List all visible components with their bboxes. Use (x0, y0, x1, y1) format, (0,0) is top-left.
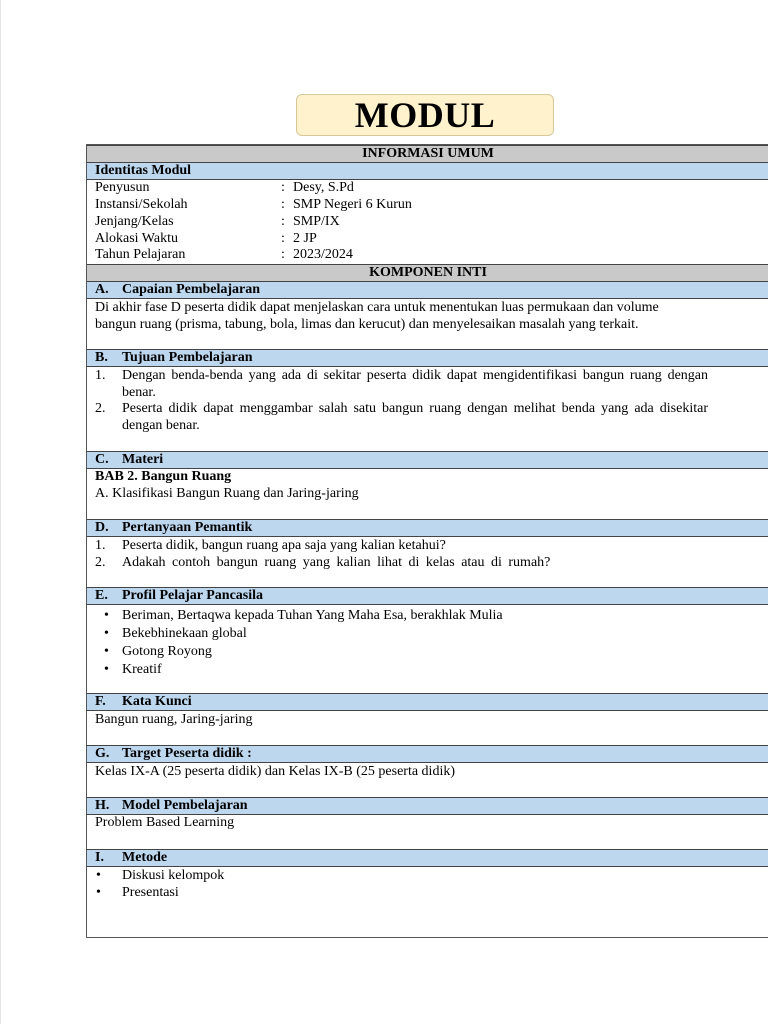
list-item (95, 885, 708, 902)
identitas-value: 2023/2024 (293, 247, 353, 262)
identitas-colon: : (281, 231, 285, 246)
list-item (95, 607, 708, 625)
section-e-list (95, 607, 708, 679)
section-f-line: Bangun ruang, Jaring-jaring (95, 712, 253, 727)
identitas-row-alokasi (95, 231, 317, 248)
identitas-label: Tahun Pelajaran (95, 247, 186, 262)
komponen-inti-header: KOMPONEN INTI (87, 264, 768, 282)
list-item (95, 661, 708, 679)
identitas-value: 2 JP (293, 231, 317, 246)
bullet-icon: • (96, 884, 101, 900)
identitas-modul-title: Identitas Modul (95, 163, 192, 178)
section-number: A. (95, 282, 109, 297)
section-title: Tujuan Pembelajaran (122, 350, 253, 365)
section-a-header (87, 281, 768, 299)
section-b-list (95, 368, 708, 434)
section-title: Pertanyaan Pemantik (122, 520, 253, 535)
section-g-line: Kelas IX-A (25 peserta didik) dan Kelas IX-B (25 peserta didik) (95, 764, 456, 779)
section-c-header (87, 451, 768, 469)
identitas-row-penyusun (95, 180, 354, 197)
list-item-text: Presentasi (122, 884, 179, 900)
section-number: D. (95, 520, 109, 535)
section-title: Kata Kunci (122, 694, 192, 709)
section-i-list (95, 868, 708, 901)
list-item-text: Adakah contoh bangun ruang yang kalian lihat di kelas atau di rumah? (122, 554, 551, 570)
list-item-text: Kreatif (122, 662, 162, 677)
section-d-list (95, 538, 708, 571)
list-item (95, 643, 708, 661)
list-item (95, 538, 708, 555)
page-edge (0, 0, 1, 1024)
identitas-label: Instansi/Sekolah (95, 197, 188, 212)
list-item-text: Gotong Royong (122, 644, 212, 659)
list-marker: 1. (95, 368, 106, 383)
section-h-line: Problem Based Learning (95, 815, 235, 830)
identitas-value: Desy, S.Pd (293, 180, 354, 195)
section-title: Profil Pelajar Pancasila (122, 588, 264, 603)
paragraph-line: bangun ruang (prisma, tabung, bola, limas dan kerucut) dan menyelesaikan masalah yang terkait. (95, 317, 639, 332)
module-document (86, 144, 768, 938)
identitas-label: Alokasi Waktu (95, 231, 178, 246)
list-item-text: Peserta didik, bangun ruang apa saja yang kalian ketahui? (122, 538, 446, 553)
list-item-text: Peserta didik dapat menggambar salah satu bangun ruang dengan melihat benda yang ada disekitar dengan benar. (122, 401, 708, 433)
section-number: G. (95, 746, 110, 761)
section-d-header (87, 519, 768, 537)
list-item (95, 625, 708, 643)
list-marker: 2. (95, 554, 106, 570)
module-title: MODUL (296, 94, 554, 136)
section-number: C. (95, 452, 109, 467)
section-number: H. (95, 798, 110, 813)
section-c-line: A. Klasifikasi Bangun Ruang dan Jaring-jaring (95, 486, 359, 501)
identitas-row-tahun (95, 247, 353, 264)
identitas-value: SMP/IX (293, 214, 340, 229)
list-item (95, 368, 708, 401)
section-number: E. (95, 588, 108, 603)
identitas-colon: : (281, 214, 285, 229)
list-item-text: Bekebhinekaan global (122, 626, 247, 641)
section-g-header (87, 745, 768, 763)
identitas-row-jenjang (95, 214, 340, 231)
section-c-bab: BAB 2. Bangun Ruang (95, 469, 232, 484)
list-marker: 1. (95, 538, 106, 553)
section-title: Materi (122, 452, 164, 467)
identitas-modul-header (87, 162, 768, 180)
identitas-value: SMP Negeri 6 Kurun (293, 197, 412, 212)
section-title: Metode (122, 850, 168, 865)
section-a-content (95, 299, 723, 333)
section-h-header (87, 797, 768, 815)
section-number: I. (95, 850, 104, 865)
identitas-colon: : (281, 180, 285, 195)
list-marker: 2. (95, 401, 106, 416)
bullet-icon: • (104, 662, 109, 677)
identitas-row-instansi (95, 197, 412, 214)
section-title: Model Pembelajaran (122, 798, 248, 813)
section-f-header (87, 693, 768, 711)
section-number: F. (95, 694, 106, 709)
section-title: Capaian Pembelajaran (122, 282, 261, 297)
bullet-icon: • (104, 626, 109, 641)
bullet-icon: • (96, 868, 101, 883)
section-title: Target Peserta didik : (122, 746, 252, 761)
bullet-icon: • (104, 644, 109, 659)
list-item-text: Dengan benda-benda yang ada di sekitar peserta didik dapat mengidentifikasi bangun ruang dengan benar. (122, 368, 708, 400)
section-e-header (87, 587, 768, 605)
list-item (95, 555, 708, 572)
identitas-colon: : (281, 197, 285, 212)
list-item (95, 868, 708, 885)
paragraph-line: Di akhir fase D peserta didik dapat menjelaskan cara untuk menentukan luas permukaan dan volume (95, 300, 659, 315)
identitas-label: Penyusun (95, 180, 150, 195)
identitas-label: Jenjang/Kelas (95, 214, 174, 229)
identitas-colon: : (281, 247, 285, 262)
section-number: B. (95, 350, 108, 365)
section-b-header (87, 349, 768, 367)
list-item-text: Diskusi kelompok (122, 868, 225, 883)
list-item (95, 401, 708, 434)
list-item-text: Beriman, Bertaqwa kepada Tuhan Yang Maha Esa, berakhlak Mulia (122, 608, 503, 623)
bullet-icon: • (104, 608, 109, 623)
informasi-umum-header: INFORMASI UMUM (87, 145, 768, 163)
section-i-header (87, 849, 768, 867)
